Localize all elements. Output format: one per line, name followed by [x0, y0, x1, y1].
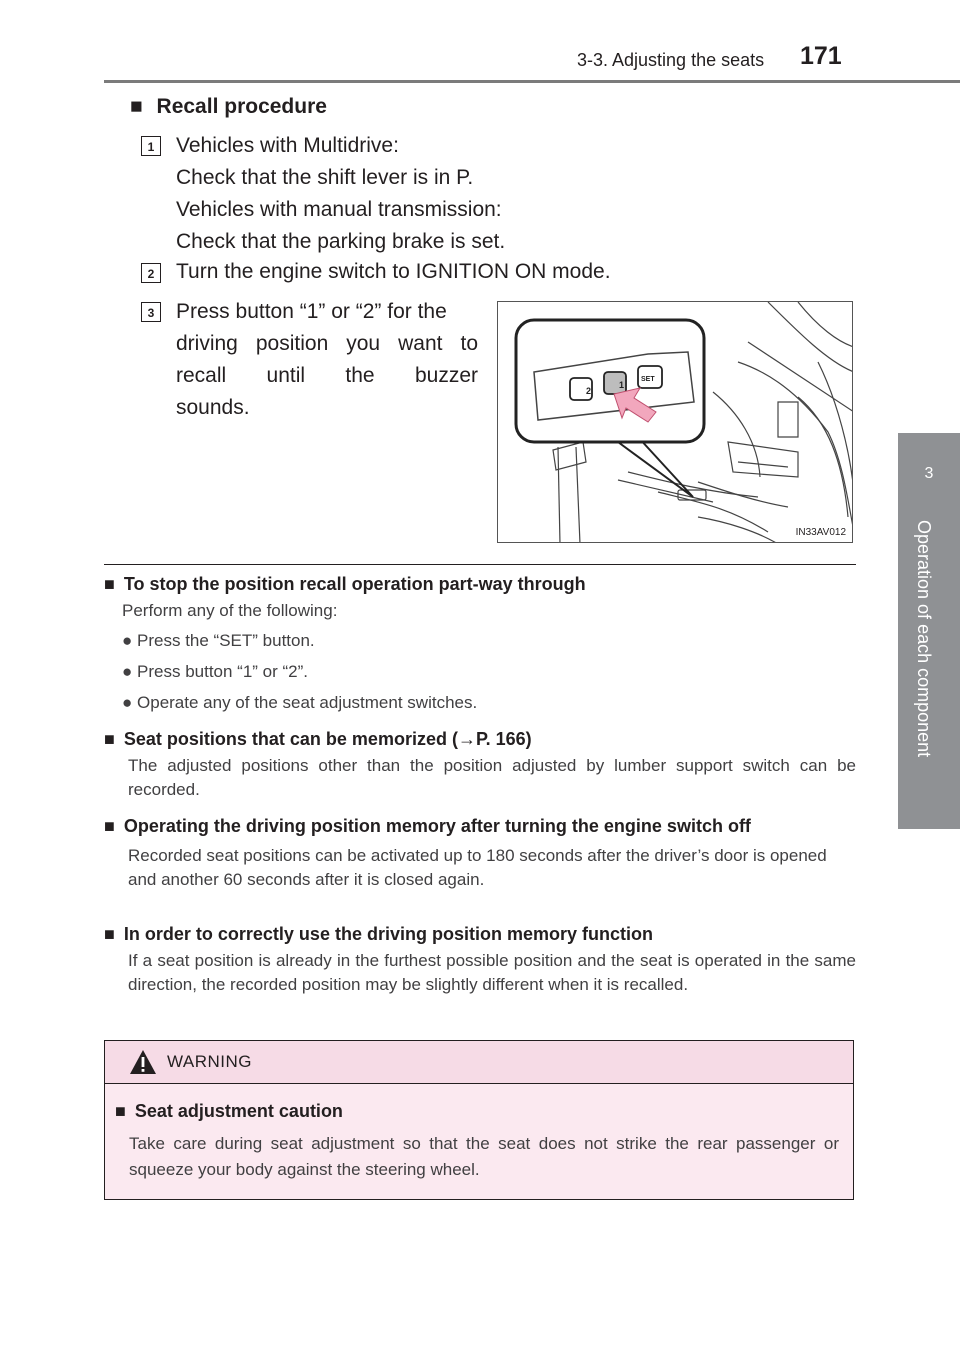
bullet-dot-icon: ●	[122, 693, 133, 712]
heading-marker: ■	[130, 95, 143, 118]
step-line: Press button “1” or “2” for the	[176, 300, 447, 323]
step-3-text	[176, 296, 478, 424]
page-number: 171	[800, 42, 842, 70]
heading-marker: ■	[104, 816, 115, 836]
heading-marker: ■	[104, 574, 115, 594]
memory-switch-figure	[497, 301, 853, 543]
set-button-label: SET	[641, 376, 655, 383]
warning-body: Take care during seat adjustment so that the seat does not strike the rear passenger or squeeze your body against the steering wheel.	[129, 1134, 839, 1179]
step-line: Vehicles with manual transmission:	[176, 198, 502, 221]
bullet-dot-icon: ●	[122, 662, 133, 681]
note-body: Recorded seat positions can be activated up to 180 seconds after the driver’s door is opened and another 60 seconds after it is closed again.	[128, 846, 827, 889]
chapter-title: Operation of each component	[914, 520, 934, 758]
note-heading	[104, 574, 856, 595]
note-heading	[104, 814, 856, 838]
note-body: The adjusted positions other than the position adjusted by lumber support switch can be recorded.	[128, 756, 856, 799]
warning-title: WARNING	[167, 1052, 253, 1071]
section-divider	[104, 564, 856, 565]
bullet-item	[122, 660, 856, 684]
step-number: 3	[141, 302, 161, 322]
note-body: If a seat position is already in the furthest possible position and the seat is operated in the same direction, the recorded position may be slightly different when it is recalled.	[128, 951, 856, 994]
warning-box	[104, 1040, 854, 1200]
bullet-dot-icon: ●	[122, 631, 133, 650]
note-3	[104, 814, 856, 892]
note-2	[104, 729, 856, 802]
heading-text: Seat positions that can be memorized (→P. 166)	[123, 729, 532, 749]
heading-text: To stop the position recall operation part-way through	[123, 574, 586, 594]
step-1-text	[176, 130, 505, 258]
note-body: Perform any of the following:	[122, 601, 338, 620]
note-4	[104, 924, 856, 997]
warning-triangle-icon	[129, 1049, 157, 1075]
bullet-text: Operate any of the seat adjustment switches.	[137, 693, 478, 712]
heading-marker: ■	[115, 1101, 126, 1121]
step-line: Check that the parking brake is set.	[176, 230, 506, 253]
step-line: Turn the engine switch to IGNITION ON mode.	[176, 260, 611, 283]
chapter-title-wrap	[906, 520, 946, 800]
heading-marker: ■	[104, 924, 115, 944]
chapter-number: 3	[924, 465, 934, 482]
step-line: Check that the shift lever is in P.	[176, 166, 474, 189]
step-number: 1	[141, 136, 161, 156]
heading-text: Operating the driving position memory after turning the engine switch off	[123, 816, 751, 836]
note-heading	[104, 729, 856, 750]
step-line: driving position you want to	[176, 332, 478, 355]
step-number: 2	[141, 263, 161, 283]
heading-text: Recall procedure	[156, 95, 327, 118]
door-panel-illustration	[498, 302, 853, 543]
section-title: 3-3. Adjusting the seats	[577, 50, 765, 70]
header-divider	[104, 80, 960, 83]
bullet-item	[122, 629, 856, 653]
heading-text: In order to correctly use the driving position memory function	[123, 924, 653, 944]
note-1	[104, 574, 856, 715]
step-2-text	[176, 256, 611, 288]
bullet-text: Press the “SET” button.	[137, 631, 315, 650]
heading-text: Seat adjustment caution	[134, 1101, 343, 1121]
heading-marker: ■	[104, 729, 115, 749]
warning-heading	[115, 1101, 343, 1122]
figure-code: IN33AV012	[795, 527, 846, 538]
step-line: sounds.	[176, 396, 250, 419]
bullet-text: Press button “1” or “2”.	[137, 662, 309, 681]
step-line: recall until the buzzer	[176, 364, 478, 387]
recall-heading	[130, 95, 327, 119]
bullet-item	[122, 691, 856, 715]
button-2-label: 2	[586, 386, 592, 396]
note-heading	[104, 924, 856, 945]
button-1-label: 1	[619, 380, 625, 390]
step-line: Vehicles with Multidrive:	[176, 134, 399, 157]
